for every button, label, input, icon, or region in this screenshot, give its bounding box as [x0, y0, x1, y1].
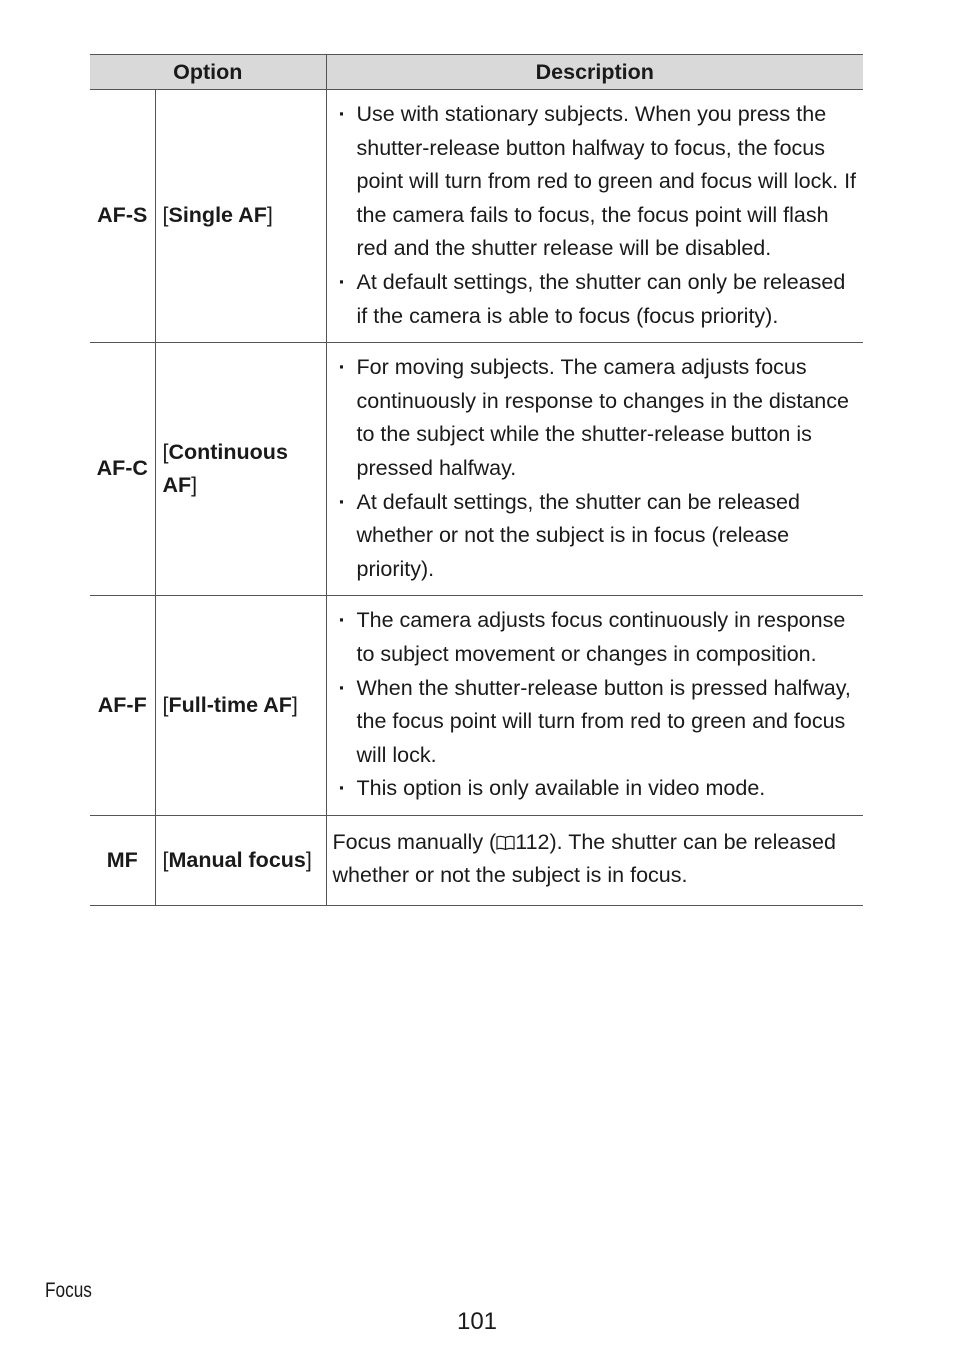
- option-name: [Manual focus]: [155, 815, 326, 905]
- option-name: [Continuous AF]: [155, 343, 326, 596]
- description-bullet: · At default settings, the shutter can be released whether or not the subject is in focus (release priority).: [333, 486, 858, 587]
- description-bullet: · When the shutter-release button is pressed halfway, the focus point will turn from red to green and focus will lock.: [333, 672, 858, 773]
- option-name: [Full-time AF]: [155, 596, 326, 816]
- header-option: Option: [90, 55, 326, 90]
- description-bullet: · The camera adjusts focus continuously in response to subject movement or changes in composition.: [333, 604, 858, 671]
- description-bullet: · Use with stationary subjects. When you press the shutter-release button halfway to focus, the focus point will turn from red to green and focus will lock. If the camera fails to focus, the focus point will flash red and the shutter release will be disabled.: [333, 98, 858, 266]
- option-code: AF-S: [90, 90, 155, 343]
- book-reference-icon: [496, 834, 515, 852]
- table-row: [90, 343, 863, 596]
- option-description: Focus manually ( 112). The shutter can be released whether or not the subject is in focus.: [326, 815, 863, 905]
- description-bullet: · This option is only available in video mode.: [333, 772, 858, 806]
- section-label: Focus: [45, 1279, 92, 1302]
- option-name: [Single AF]: [155, 90, 326, 343]
- option-code: AF-F: [90, 596, 155, 816]
- option-description: [326, 596, 863, 816]
- option-code: MF: [90, 815, 155, 905]
- option-code: AF-C: [90, 343, 155, 596]
- option-description: [326, 90, 863, 343]
- page-number: 101: [456, 1308, 498, 1335]
- table-row: [90, 596, 863, 816]
- description-bullet: · For moving subjects. The camera adjusts focus continuously in response to changes in the distance to the subject while the shutter-release button is pressed halfway.: [333, 351, 858, 485]
- header-description: Description: [326, 55, 863, 90]
- focus-mode-table: [90, 54, 863, 906]
- table-header-row: [90, 55, 863, 90]
- table-row: [90, 815, 863, 905]
- description-bullet: · At default settings, the shutter can only be released if the camera is able to focus (focus priority).: [333, 266, 858, 333]
- option-description: [326, 343, 863, 596]
- reference-page-link[interactable]: 112: [515, 829, 550, 854]
- table-row: [90, 90, 863, 343]
